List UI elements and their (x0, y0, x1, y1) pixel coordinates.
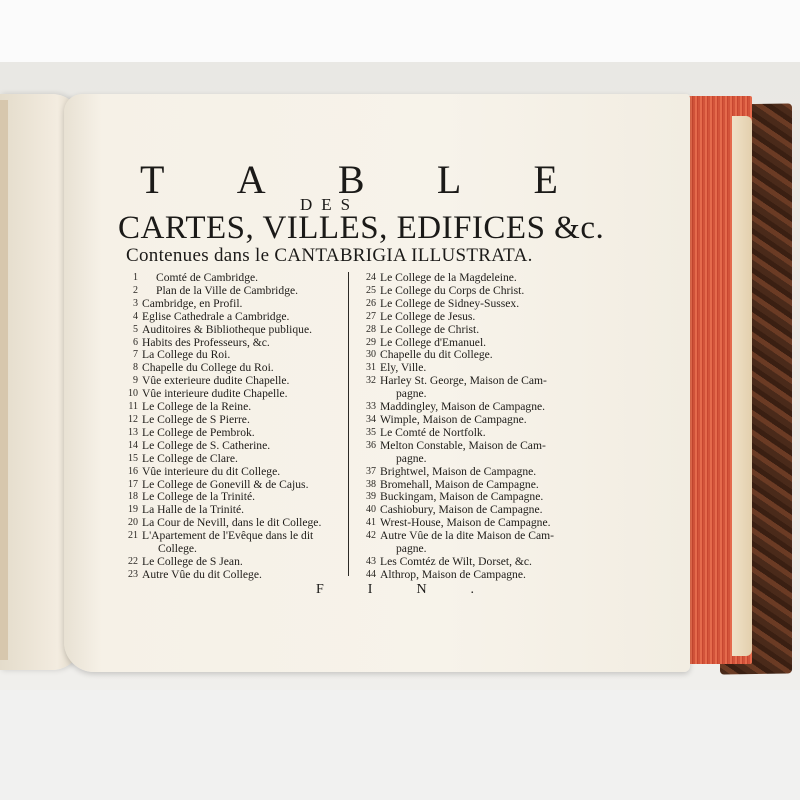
table-entry (356, 466, 596, 479)
entry-text: Le College de Jesus. (380, 309, 476, 323)
entry-number: 40 (366, 504, 376, 516)
entry-text: Chapelle du College du Roi. (142, 361, 274, 375)
entry-text: La Cour de Nevill, dans le dit College. (142, 516, 322, 530)
entry-continuation: College. (158, 542, 197, 556)
entry-number: 6 (133, 336, 138, 348)
entry-number: 3 (133, 297, 138, 309)
entry-text: Cambridge, en Profil. (142, 296, 243, 310)
left-column (118, 272, 350, 582)
entry-text: Le Comté de Nortfolk. (380, 425, 486, 439)
table-entry (118, 440, 350, 453)
table-entry (356, 556, 596, 569)
right-column (356, 272, 596, 582)
table-entry (356, 311, 596, 324)
title-main: CARTES, VILLES, EDIFICES &c. (118, 210, 605, 246)
entry-text: Le College d'Emanuel. (380, 335, 487, 349)
entry-number: 10 (128, 388, 138, 400)
entry-number: 12 (128, 413, 138, 425)
table-entry (118, 324, 350, 337)
entry-text: Plan de la Ville de Cambridge. (156, 283, 299, 297)
entry-number: 32 (366, 375, 376, 387)
entry-number: 27 (366, 310, 376, 322)
table-entry (118, 530, 350, 556)
entry-number: 36 (366, 439, 376, 451)
background-wall (0, 0, 800, 62)
entry-text: Cashiobury, Maison de Campagne. (380, 503, 543, 517)
entry-number: 42 (366, 530, 376, 542)
entry-text: Eglise Cathedrale a Cambridge. (142, 309, 290, 323)
table-entry (356, 414, 596, 427)
entry-number: 22 (128, 555, 138, 567)
entry-text: Le College de S. Catherine. (142, 438, 271, 452)
entry-text: La College du Roi. (142, 348, 231, 362)
table-entry (356, 569, 596, 582)
entry-number: 38 (366, 478, 376, 490)
entry-number: 1 (133, 272, 138, 283)
entry-text: Le College de Clare. (142, 451, 238, 465)
entry-text: La Halle de la Trinité. (142, 503, 245, 517)
entry-text: Wimple, Maison de Campagne. (380, 412, 527, 426)
background-floor (0, 690, 800, 800)
entry-number: 7 (133, 349, 138, 361)
table-entry (356, 440, 596, 466)
entry-text: Harley St. George, Maison de Cam- (380, 374, 547, 388)
entry-text: Wrest-House, Maison de Campagne. (380, 516, 551, 530)
table-entry (356, 324, 596, 337)
entry-text: Autre Vûe de la dite Maison de Cam- (380, 529, 554, 543)
entry-text: Ely, Ville. (380, 361, 427, 375)
entry-text: Bromehall, Maison de Campagne. (380, 477, 539, 491)
entry-text: L'Apartement de l'Evêque dans le dit (142, 529, 314, 543)
entry-number: 37 (366, 465, 376, 477)
table-entry (356, 530, 596, 556)
entry-number: 41 (366, 517, 376, 529)
entry-number: 26 (366, 297, 376, 309)
table-entry (356, 298, 596, 311)
entry-text: Le College de S Jean. (142, 554, 243, 568)
entry-number: 2 (133, 284, 138, 296)
entry-number: 23 (128, 568, 138, 580)
entry-text: Autre Vûe du dit College. (142, 567, 262, 581)
entry-text: Vûe interieure dudite Chapelle. (142, 387, 288, 401)
entry-text: Vûe interieure du dit College. (142, 464, 281, 478)
entry-text: Le College de la Magdeleine. (380, 271, 517, 284)
entry-text: Le College de S Pierre. (142, 412, 250, 426)
entry-number: 19 (128, 504, 138, 516)
entry-text: Brightwel, Maison de Campagne. (380, 464, 537, 478)
table-entry (118, 453, 350, 466)
table-entry (118, 311, 350, 324)
entry-text: Vûe exterieure dudite Chapelle. (142, 374, 290, 388)
entry-text: Le College de Sidney-Sussex. (380, 296, 520, 310)
table-entry (118, 569, 350, 582)
entry-text: Le College du Corps de Christ. (380, 283, 525, 297)
entry-text: Le College de la Reine. (142, 400, 252, 414)
entry-text: Habits des Professeurs, &c. (142, 335, 270, 349)
table-entry (118, 427, 350, 440)
entry-text: Le College de Christ. (380, 322, 480, 336)
entry-number: 31 (366, 362, 376, 374)
entry-text: Les Comtéz de Wilt, Dorset, &c. (380, 554, 532, 568)
entry-number: 5 (133, 323, 138, 335)
entry-number: 30 (366, 349, 376, 361)
title-des: DES (300, 195, 360, 214)
entry-number: 35 (366, 426, 376, 438)
entry-number: 18 (128, 491, 138, 503)
entry-text: Le College de Pembrok. (142, 425, 255, 439)
entry-number: 8 (133, 362, 138, 374)
table-entry (356, 285, 596, 298)
entry-text: Comté de Cambridge. (156, 271, 259, 284)
entry-number: 9 (133, 375, 138, 387)
entry-number: 13 (128, 426, 138, 438)
table-entry (118, 285, 350, 298)
entry-number: 25 (366, 284, 376, 296)
title-letter: T (140, 157, 167, 202)
entry-text: Le College de la Trinité. (142, 490, 256, 504)
entry-number: 43 (366, 555, 376, 567)
title-letter: A (236, 157, 268, 202)
title-subtitle: Contenues dans le CANTABRIGIA ILLUSTRATA. (126, 245, 533, 266)
table-entry (118, 414, 350, 427)
entry-text: Auditoires & Bibliotheque publique. (142, 322, 313, 336)
entry-number: 4 (133, 310, 138, 322)
entry-number: 29 (366, 336, 376, 348)
entry-number: 44 (366, 568, 376, 580)
column-divider (348, 272, 349, 576)
table-entry (118, 556, 350, 569)
entry-number: 16 (128, 465, 138, 477)
title-letter: L (436, 157, 464, 202)
fin-text: FIN. (316, 582, 519, 597)
entry-continuation: pagne. (396, 451, 427, 465)
entry-text: Buckingam, Maison de Campagne. (380, 490, 544, 504)
entry-number: 11 (128, 401, 138, 413)
entry-number: 21 (128, 530, 138, 542)
book-endpaper (732, 116, 752, 656)
entry-text: Melton Constable, Maison de Cam- (380, 438, 546, 452)
entry-text: Althrop, Maison de Campagne. (380, 567, 526, 581)
entry-number: 15 (128, 452, 138, 464)
table-entry (356, 375, 596, 401)
entry-number: 34 (366, 413, 376, 425)
entry-number: 20 (128, 517, 138, 529)
entry-number: 33 (366, 401, 376, 413)
table-entry (118, 466, 350, 479)
left-page-edge (0, 100, 8, 660)
entry-number: 17 (128, 478, 138, 490)
entry-continuation: pagne. (396, 542, 427, 556)
entry-text: Chapelle du dit College. (380, 348, 493, 362)
table-entry (356, 272, 596, 285)
entry-number: 28 (366, 323, 376, 335)
table-entry (356, 427, 596, 440)
title-letter: E (533, 157, 560, 202)
entry-continuation: pagne. (396, 387, 427, 401)
title-letter: B (337, 157, 367, 202)
table-entry (118, 272, 350, 285)
entry-text: Le College de Gonevill & de Cajus. (142, 477, 309, 491)
entry-number: 24 (366, 272, 376, 283)
entry-number: 14 (128, 439, 138, 451)
entry-text: Maddingley, Maison de Campagne. (380, 400, 546, 414)
table-entry (118, 298, 350, 311)
entry-number: 39 (366, 491, 376, 503)
